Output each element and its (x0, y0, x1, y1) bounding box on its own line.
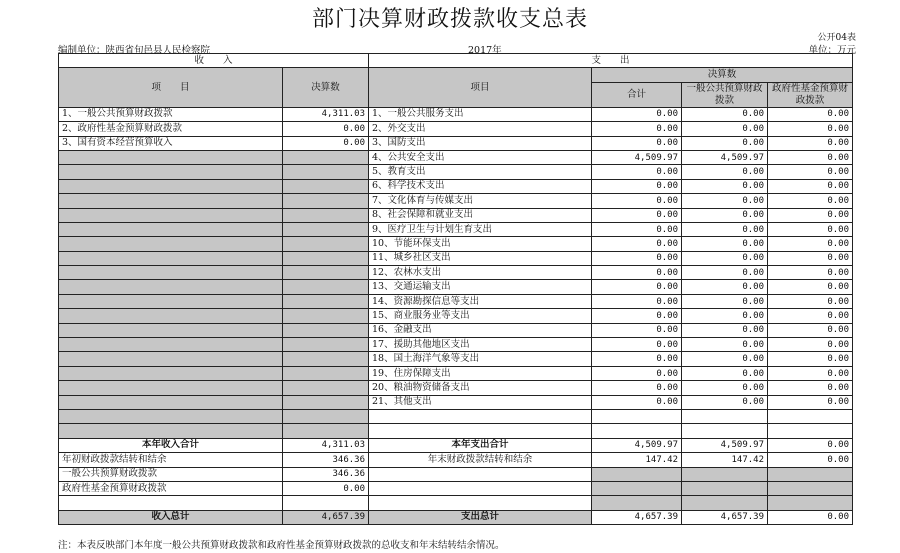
expense-item-fund: 0.00 (768, 208, 853, 222)
expense-item-label: 11、城乡社区支出 (369, 251, 592, 265)
empty-cell (283, 251, 369, 265)
expense-item-general: 0.00 (682, 179, 768, 193)
expense-item-general: 0.00 (682, 107, 768, 121)
income-header: 收 入 (59, 54, 369, 68)
expense-item-general: 0.00 (682, 194, 768, 208)
income-item-label: 2、政府性基金预算财政拨款 (59, 122, 283, 136)
expense-item-label: 9、医疗卫生与计划生育支出 (369, 222, 592, 236)
page-title: 部门决算财政拨款收支总表 (311, 7, 588, 32)
income-item-label: 3、国有资本经营预算收入 (59, 136, 283, 150)
expense-item-total: 0.00 (592, 208, 682, 222)
gov-fund-header: 政府性基金预算财政拨款 (768, 82, 853, 107)
expense-item-fund: 0.00 (768, 395, 853, 409)
income-item-header: 项 目 (59, 68, 283, 107)
expense-item-label: 18、国土海洋气象等支出 (369, 352, 592, 366)
expense-item-general: 4,509.97 (682, 150, 768, 164)
empty-cell (59, 323, 283, 337)
annual-total-row (59, 438, 853, 452)
expense-total: 4,509.97 (592, 438, 682, 452)
grand-expense-total: 4,657.39 (592, 510, 682, 524)
expense-item-fund: 0.00 (768, 266, 853, 280)
grand-expense-label: 支出总计 (369, 510, 592, 524)
table-row (59, 251, 853, 265)
empty-cell (59, 309, 283, 323)
expense-item-total: 0.00 (592, 266, 682, 280)
expense-total-label: 本年支出合计 (369, 438, 592, 452)
table-body (59, 54, 853, 410)
form-number: 公开04表 (817, 33, 856, 43)
empty-cell (283, 266, 369, 280)
expense-item-total: 0.00 (592, 222, 682, 236)
expense-item-total: 0.00 (592, 294, 682, 308)
expense-item-total: 0.00 (592, 179, 682, 193)
empty-cell (59, 294, 283, 308)
income-item-value: 0.00 (283, 136, 369, 150)
unit-label: 编制单位：陕西省旬邑县人民检察院 (58, 45, 211, 56)
expense-item-fund: 0.00 (768, 294, 853, 308)
expense-item-label: 1、一般公共服务支出 (369, 107, 592, 121)
expense-item-label: 6、科学技术支出 (369, 179, 592, 193)
expense-item-header: 项目 (369, 68, 592, 107)
empty-cell (283, 222, 369, 236)
expense-item-fund: 0.00 (768, 237, 853, 251)
expense-item-fund: 0.00 (768, 122, 853, 136)
table-row (59, 323, 853, 337)
expense-item-general: 0.00 (682, 251, 768, 265)
end-carry-total: 147.42 (592, 453, 682, 467)
empty-cell (59, 237, 283, 251)
expense-item-fund: 0.00 (768, 280, 853, 294)
table-row (59, 381, 853, 395)
expense-item-general: 0.00 (682, 136, 768, 150)
empty-cell (283, 165, 369, 179)
general-carry-label: 一般公共预算财政拨款 (59, 467, 283, 481)
expense-item-total: 0.00 (592, 352, 682, 366)
header-row-2 (59, 68, 853, 82)
expense-header: 支 出 (369, 54, 853, 68)
expense-item-total: 0.00 (592, 381, 682, 395)
empty-cell (59, 208, 283, 222)
carryover-row (59, 453, 853, 467)
table-row (59, 150, 853, 164)
expense-item-label: 19、住房保障支出 (369, 366, 592, 380)
expense-item-total: 0.00 (592, 280, 682, 294)
expense-item-total: 0.00 (592, 136, 682, 150)
expense-item-total: 0.00 (592, 251, 682, 265)
expense-item-label: 13、交通运输支出 (369, 280, 592, 294)
general-carry-value: 346.36 (283, 467, 369, 481)
expense-item-total: 0.00 (592, 107, 682, 121)
income-amount-header: 决算数 (283, 68, 369, 107)
table-row (59, 222, 853, 236)
expense-item-fund: 0.00 (768, 381, 853, 395)
grand-income-label: 收入总计 (59, 510, 283, 524)
expense-item-label: 21、其他支出 (369, 395, 592, 409)
table-row (59, 194, 853, 208)
table-row (59, 294, 853, 308)
end-carry-label: 年末财政拨款结转和结余 (369, 453, 592, 467)
expense-item-fund: 0.00 (768, 179, 853, 193)
expense-item-label: 12、农林水支出 (369, 266, 592, 280)
table-row (59, 309, 853, 323)
end-carry-general: 147.42 (682, 453, 768, 467)
expense-item-fund: 0.00 (768, 222, 853, 236)
empty-cell (59, 194, 283, 208)
table-row (59, 237, 853, 251)
expense-item-general: 0.00 (682, 323, 768, 337)
grand-expense-general: 4,657.39 (682, 510, 768, 524)
fund-carry-label: 政府性基金预算财政拨款 (59, 481, 283, 495)
expense-total-fund: 0.00 (768, 438, 853, 452)
grand-income-value: 4,657.39 (283, 510, 369, 524)
empty-cell (283, 395, 369, 409)
expense-item-fund: 0.00 (768, 194, 853, 208)
empty-cell (59, 338, 283, 352)
expense-item-label: 8、社会保障和就业支出 (369, 208, 592, 222)
spacer-row (59, 496, 853, 510)
expense-item-label: 7、文化体育与传媒支出 (369, 194, 592, 208)
expense-item-fund: 0.00 (768, 309, 853, 323)
expense-item-general: 0.00 (682, 352, 768, 366)
expense-item-label: 14、资源勘探信息等支出 (369, 294, 592, 308)
empty-cell (283, 179, 369, 193)
general-carry-row (59, 467, 853, 481)
expense-item-general: 0.00 (682, 237, 768, 251)
expense-item-total: 0.00 (592, 237, 682, 251)
empty-cell (283, 338, 369, 352)
empty-cell (283, 208, 369, 222)
fund-carry-value: 0.00 (283, 481, 369, 495)
table-row (59, 136, 853, 150)
year-label: 2017年 (468, 45, 502, 56)
income-item-value: 4,311.03 (283, 107, 369, 121)
expense-item-label: 17、援助其他地区支出 (369, 338, 592, 352)
expense-item-general: 0.00 (682, 280, 768, 294)
expense-total-general: 4,509.97 (682, 438, 768, 452)
empty-cell (283, 309, 369, 323)
empty-cell (59, 165, 283, 179)
expense-item-fund: 0.00 (768, 323, 853, 337)
header-row-1 (59, 54, 853, 68)
expense-item-fund: 0.00 (768, 136, 853, 150)
empty-cell (59, 280, 283, 294)
currency-label: 单位：万元 (808, 45, 856, 56)
expense-item-label: 3、国防支出 (369, 136, 592, 150)
budget-table (58, 53, 853, 525)
expense-item-label: 2、外交支出 (369, 122, 592, 136)
table-row (59, 266, 853, 280)
carryover-value: 346.36 (283, 453, 369, 467)
expense-item-total: 0.00 (592, 338, 682, 352)
expense-item-label: 15、商业服务业等支出 (369, 309, 592, 323)
expense-item-fund: 0.00 (768, 107, 853, 121)
expense-item-general: 0.00 (682, 122, 768, 136)
spacer-row (59, 409, 853, 423)
expense-item-general: 0.00 (682, 222, 768, 236)
expense-item-total: 4,509.97 (592, 150, 682, 164)
expense-item-label: 10、节能环保支出 (369, 237, 592, 251)
grand-expense-fund: 0.00 (768, 510, 853, 524)
spacer-row (59, 424, 853, 438)
fund-carry-row (59, 481, 853, 495)
empty-cell (59, 150, 283, 164)
empty-cell (59, 381, 283, 395)
expense-item-general: 0.00 (682, 266, 768, 280)
expense-item-general: 0.00 (682, 366, 768, 380)
expense-item-total: 0.00 (592, 122, 682, 136)
expense-item-fund: 0.00 (768, 251, 853, 265)
empty-cell (59, 266, 283, 280)
table-row (59, 165, 853, 179)
footnote: 注：本表反映部门本年度一般公共预算财政拨款和政府性基金预算财政拨款的总收支和年末结转结余情况。 (58, 540, 505, 551)
expense-item-fund: 0.00 (768, 338, 853, 352)
empty-cell (283, 194, 369, 208)
expense-item-label: 4、公共安全支出 (369, 150, 592, 164)
general-budget-header: 一般公共预算财政拨款 (682, 82, 768, 107)
empty-cell (283, 150, 369, 164)
empty-cell (283, 280, 369, 294)
table-row (59, 280, 853, 294)
expense-item-general: 0.00 (682, 294, 768, 308)
grand-total-row (59, 510, 853, 524)
table-row (59, 352, 853, 366)
expense-item-total: 0.00 (592, 366, 682, 380)
expense-item-general: 0.00 (682, 381, 768, 395)
expense-item-general: 0.00 (682, 208, 768, 222)
empty-cell (59, 366, 283, 380)
table-row (59, 107, 853, 121)
expense-item-label: 20、粮油物资储备支出 (369, 381, 592, 395)
expense-item-fund: 0.00 (768, 352, 853, 366)
final-group-header: 决算数 (592, 68, 853, 82)
income-item-label: 1、一般公共预算财政拨款 (59, 107, 283, 121)
expense-item-total: 0.00 (592, 323, 682, 337)
carryover-label: 年初财政拨款结转和结余 (59, 453, 283, 467)
expense-item-fund: 0.00 (768, 150, 853, 164)
expense-item-general: 0.00 (682, 395, 768, 409)
table-row (59, 366, 853, 380)
empty-cell (283, 323, 369, 337)
income-total-value: 4,311.03 (283, 438, 369, 452)
table-row (59, 338, 853, 352)
empty-cell (283, 366, 369, 380)
table-row (59, 122, 853, 136)
end-carry-fund: 0.00 (768, 453, 853, 467)
expense-item-total: 0.00 (592, 309, 682, 323)
expense-item-total: 0.00 (592, 395, 682, 409)
expense-item-total: 0.00 (592, 165, 682, 179)
income-item-value: 0.00 (283, 122, 369, 136)
total-header: 合计 (592, 82, 682, 107)
empty-cell (59, 251, 283, 265)
expense-item-general: 0.00 (682, 165, 768, 179)
table-totals (59, 409, 853, 524)
expense-item-label: 5、教育支出 (369, 165, 592, 179)
empty-cell (59, 179, 283, 193)
expense-item-general: 0.00 (682, 338, 768, 352)
empty-cell (59, 352, 283, 366)
expense-item-fund: 0.00 (768, 165, 853, 179)
expense-item-label: 16、金融支出 (369, 323, 592, 337)
empty-cell (283, 352, 369, 366)
expense-item-total: 0.00 (592, 194, 682, 208)
expense-item-fund: 0.00 (768, 366, 853, 380)
empty-cell (283, 381, 369, 395)
empty-cell (283, 294, 369, 308)
table-row (59, 395, 853, 409)
expense-item-general: 0.00 (682, 309, 768, 323)
table-row (59, 179, 853, 193)
empty-cell (59, 222, 283, 236)
income-total-label: 本年收入合计 (59, 438, 283, 452)
empty-cell (59, 395, 283, 409)
empty-cell (283, 237, 369, 251)
table-row (59, 208, 853, 222)
